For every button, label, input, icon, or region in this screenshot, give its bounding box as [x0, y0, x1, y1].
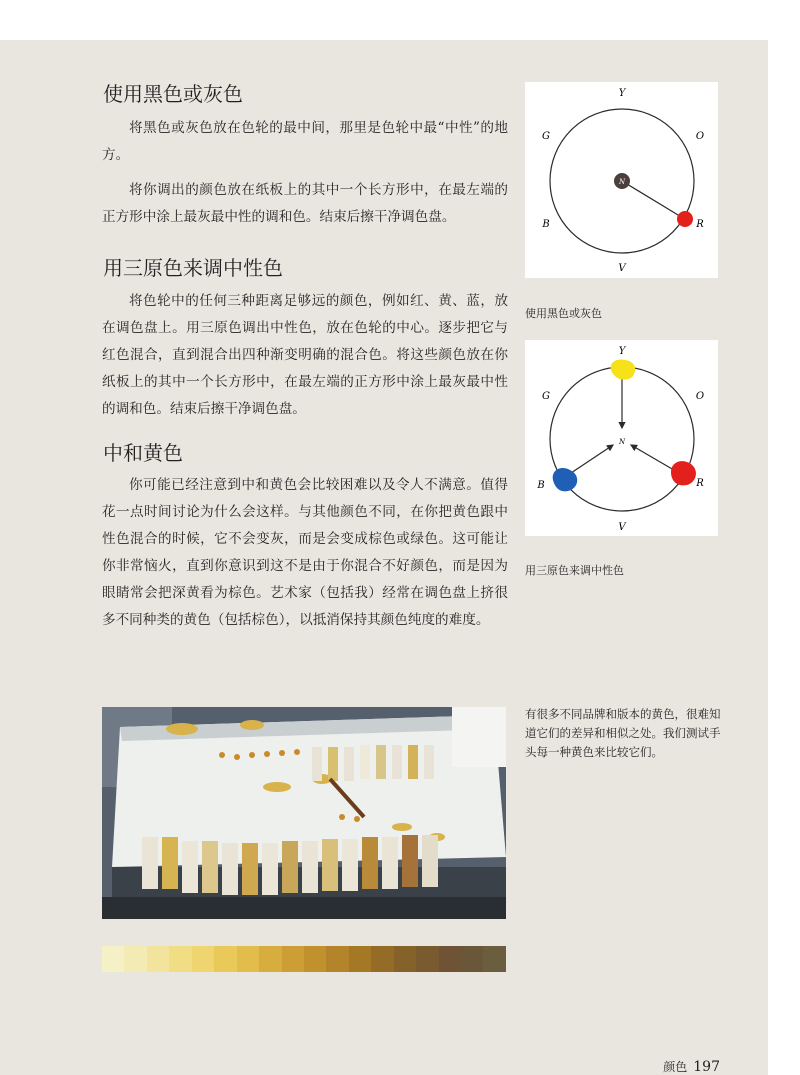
yellow-swatch-strip [102, 946, 506, 972]
swatch-17 [461, 946, 483, 972]
swatch-14 [394, 946, 416, 972]
label-violet: V [618, 522, 626, 533]
swatch-7 [237, 946, 259, 972]
label-red: R [696, 478, 704, 489]
red-paint-blob [671, 461, 696, 485]
swatch-8 [259, 946, 281, 972]
footer-section-title: 颜色 [663, 1060, 688, 1074]
center-label: N [618, 438, 626, 446]
photo-sidenote: 有很多不同品牌和版本的黄色，很难知道它们的差异和相似之处。我们测试手头每一种黄色来比较它们。 [525, 707, 721, 759]
figure-1-caption: 使用黑色或灰色 [525, 307, 602, 320]
label-red: R [696, 219, 704, 230]
label-blue: B [542, 219, 550, 230]
section-heading-black-gray: 使用黑色或灰色 [103, 82, 243, 106]
section-3-paragraph-1: 你可能已经注意到中和黄色会比较困难以及令人不满意。值得花一点时间讨论为什么会这样。与其他颜色不同，在你把黄色跟中性色混合的时候，它不会变灰，而是会变成棕色或绿色。这可能让你非常恼火，直到你意识到这不是由于你混合不好颜色，而是因为眼睛常会把深黄看为棕色。艺术家（包括我）经常在调色盘上挤很多不同种类的黄色（包括棕色），以抵消保持其颜色纯度的难度。 [102, 477, 508, 628]
color-wheel-figure-primaries [525, 340, 718, 536]
section-1-paragraph-2: 将你调出的颜色放在纸板上的其中一个长方形中，在最左端的正方形中涂上最灰最中性的调和色。结束后擦干净调色盘。 [102, 182, 508, 225]
swatch-4 [169, 946, 191, 972]
figure-2-caption: 用三原色来调中性色 [525, 564, 624, 577]
label-yellow: Y [618, 88, 626, 99]
label-orange: O [695, 131, 705, 142]
label-blue: B [537, 480, 545, 491]
label-green: G [542, 391, 550, 402]
swatch-3 [147, 946, 169, 972]
page-footer [663, 1058, 720, 1075]
label-green: G [542, 131, 550, 142]
swatch-6 [214, 946, 236, 972]
swatch-12 [349, 946, 371, 972]
center-label: N [618, 178, 626, 186]
section-heading-primaries: 用三原色来调中性色 [103, 256, 283, 280]
section-heading-neutralize-yellow: 中和黄色 [103, 441, 183, 465]
swatch-15 [416, 946, 438, 972]
color-wheel-diagram-primaries [525, 340, 718, 536]
tube-row-bottom [142, 835, 438, 895]
mix-line-red [622, 181, 683, 218]
page [0, 40, 768, 1075]
label-yellow: Y [618, 346, 626, 357]
swatch-10 [304, 946, 326, 972]
section-1-paragraph-1: 将黑色或灰色放在色轮的最中间，那里是色轮中最“中性”的地方。 [102, 120, 508, 163]
swatch-18 [483, 946, 505, 972]
section-2-paragraph-1: 将色轮中的任何三种距离足够远的颜色，例如红、黄、蓝，放在调色盘上。用三原色调出中性色，放在色轮的中心。逐步把它与红色混合，直到混合出四种渐变明确的混合色。将这些颜色放在你纸板上的其中一个长方形中，在最左端的正方形中涂上最灰最中性的调和色。结束后擦干净调色盘。 [102, 293, 508, 417]
paint-tubes-illustration [102, 707, 506, 919]
swatch-13 [371, 946, 393, 972]
yellow-paint-blob [611, 359, 635, 379]
swatch-5 [192, 946, 214, 972]
swatch-9 [282, 946, 304, 972]
swatch-2 [124, 946, 146, 972]
yellow-paint-tubes-photo [102, 707, 506, 919]
red-paint-dot [677, 211, 693, 227]
label-violet: V [618, 263, 626, 274]
swatch-11 [326, 946, 348, 972]
swatch-1 [102, 946, 124, 972]
swatch-16 [439, 946, 461, 972]
page-number: 197 [693, 1059, 720, 1075]
color-wheel-diagram-gray [525, 82, 718, 278]
label-orange: O [695, 391, 705, 402]
color-wheel-figure-gray [525, 82, 718, 278]
